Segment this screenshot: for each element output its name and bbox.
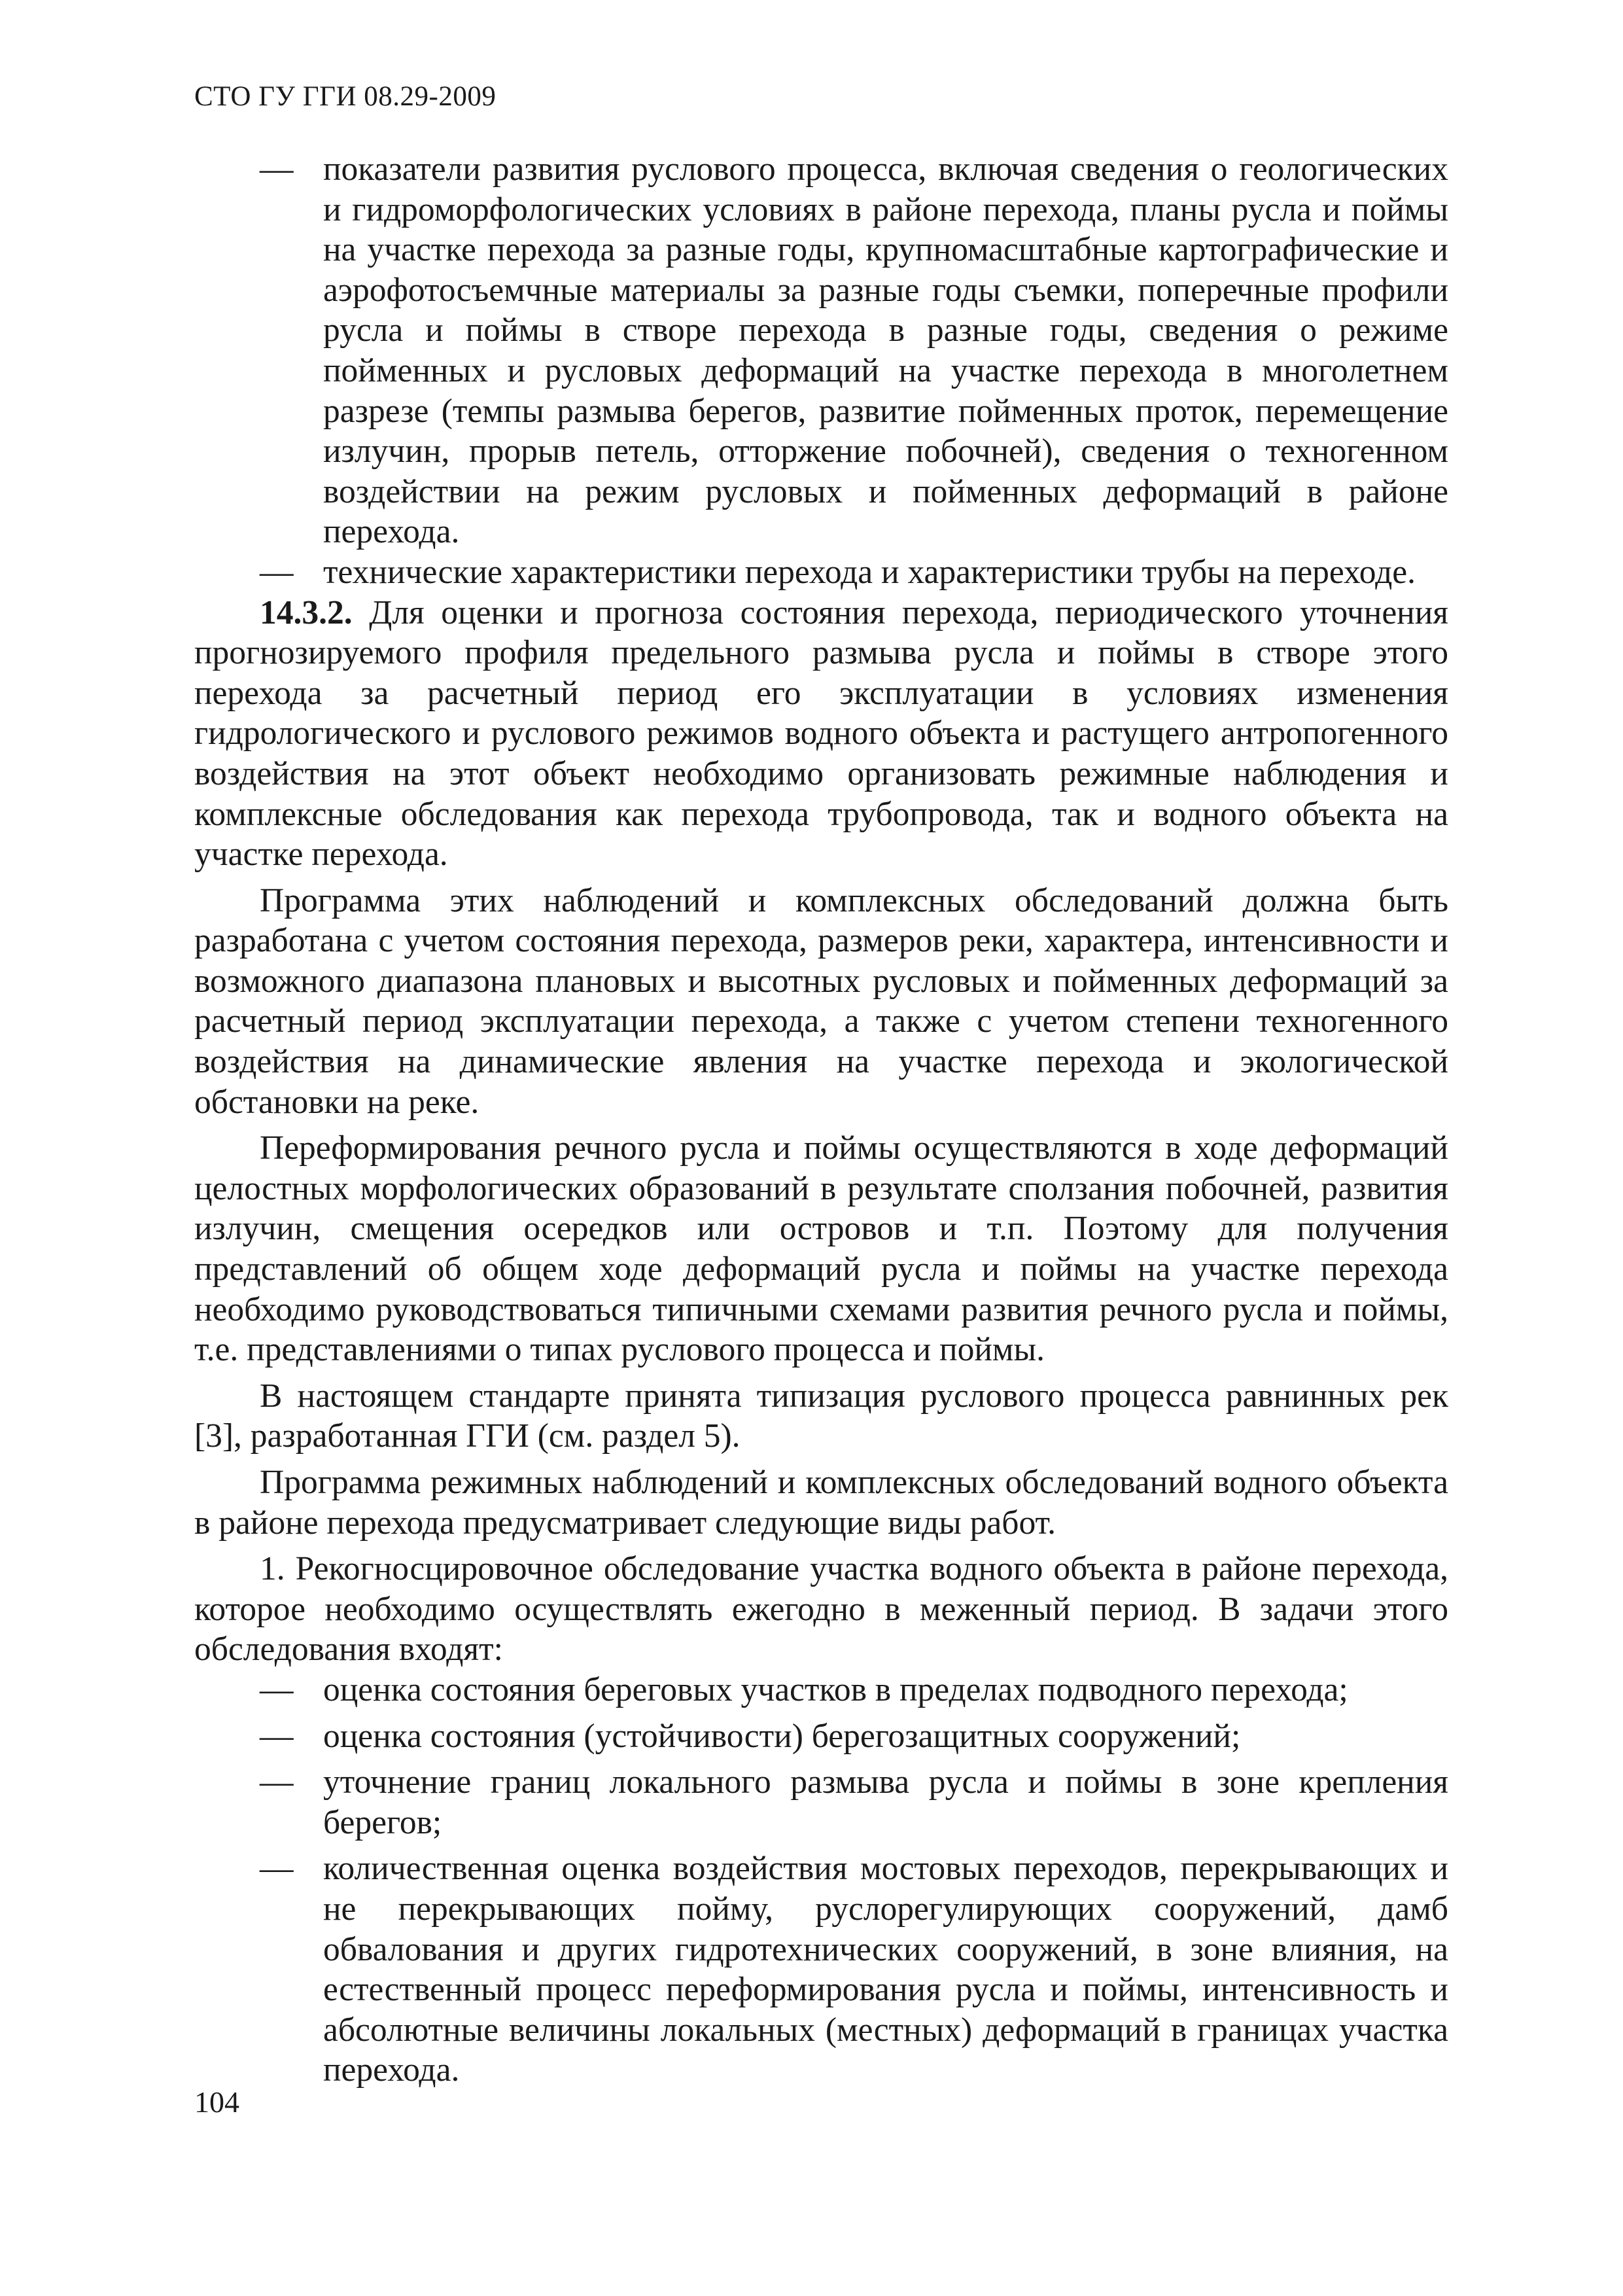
body-paragraph: В настоящем стандарте принята типизация руслового процесса равнинных рек [3], разработанная ГГИ (см. раздел 5).: [194, 1377, 1448, 1455]
dash-marker: —: [260, 150, 294, 188]
list-item: [194, 1716, 1448, 1757]
list-item-text: уточнение границ локального размыва русла и поймы в зоне крепления берегов;: [323, 1763, 1448, 1841]
list-item: [194, 1670, 1448, 1710]
dash-marker: —: [260, 1850, 294, 1888]
top-dash-list: [194, 149, 1448, 593]
bottom-dash-list: [194, 1670, 1448, 2091]
list-item-text: показатели развития руслового процесса, включая сведения о геологических и гидроморфологических условиях в районе перехода, планы русла и поймы на участке перехода за разные годы, крупномасштабные картографические и аэрофотосъемчные материалы за разные годы съемки, поперечные профили русла и поймы в створе перехода в разные годы, сведения о режиме пойменных и русловых деформаций на участке перехода в многолетнем разрезе (темпы размыва берегов, развитие пойменных проток, перемещение излучин, прорыв петель, отторжение побочней), сведения о техногенном воздействии на режим русловых и пойменных деформаций в районе перехода.: [323, 150, 1448, 551]
body-paragraph: 1. Рекогносцировочное обследование участка водного объекта в районе перехода, которое необходимо осуществлять ежегодно в меженный период. В задачи этого обследования входят:: [194, 1550, 1448, 1669]
dash-marker: —: [260, 1717, 294, 1755]
list-item-text: оценка состояния (устойчивости) берегозащитных сооружений;: [323, 1717, 1241, 1755]
dash-marker: —: [260, 553, 294, 591]
clause-number: 14.3.2.: [260, 593, 353, 631]
list-item-text: количественная оценка воздействия мостовых переходов, перекрывающих и не перекрывающих пойму, руслорегулирующих сооружений, дамб обвалования и других гидротехнических сооружений, в зоне влияния, на естественный процесс переформирования русла и поймы, интенсивность и абсолютные величины локальных (местных) деформаций в границах участка перехода.: [323, 1850, 1448, 2089]
body-text: [194, 149, 1448, 2091]
list-item-text: технические характеристики перехода и характеристики трубы на переходе.: [323, 553, 1416, 591]
dash-marker: —: [260, 1670, 294, 1708]
body-paragraph: Программа режимных наблюдений и комплексных обследований водного объекта в районе перехода предусматривает следующие виды работ.: [194, 1464, 1448, 1542]
page-number: 104: [194, 2085, 239, 2119]
running-header: СТО ГУ ГГИ 08.29-2009: [194, 81, 497, 112]
list-item: [194, 149, 1448, 552]
clause-paragraph: [194, 593, 1448, 875]
body-paragraph: Переформирования речного русла и поймы осуществляются в ходе деформаций целостных морфологических образований в результате сползания побочней, развития излучин, смещения осередков или островов и т.п. Поэтому для получения представлений об общем ходе деформаций русла и поймы на участке перехода необходимо руководствоваться типичными схемами развития речного русла и поймы, т.е. представлениями о типах руслового процесса и поймы.: [194, 1129, 1448, 1369]
list-item: [194, 1848, 1448, 2091]
list-item: [194, 552, 1448, 593]
list-item: [194, 1762, 1448, 1843]
list-item-text: оценка состояния береговых участков в пределах подводного перехода;: [323, 1670, 1348, 1708]
dash-marker: —: [260, 1763, 294, 1801]
clause-text: Для оценки и прогноза состояния перехода, периодического уточнения прогнозируемого профиля предельного размыва русла и поймы в створе этого перехода за расчетный период его эксплуатации в условиях изменения гидрологического и руслового режимов водного объекта и растущего антропогенного воздействия на этот объект необходимо организовать режимные наблюдения и комплексные обследования как перехода трубопровода, так и водного объекта на участке перехода.: [194, 593, 1448, 874]
body-paragraph: Программа этих наблюдений и комплексных обследований должна быть разработана с учетом состояния перехода, размеров реки, характера, интенсивности и возможного диапазона плановых и высотных русловых и пойменных деформаций за расчетный период эксплуатации перехода, а также с учетом степени техногенного воздействия на динамические явления на участке перехода и экологической обстановки на реке.: [194, 881, 1448, 1121]
